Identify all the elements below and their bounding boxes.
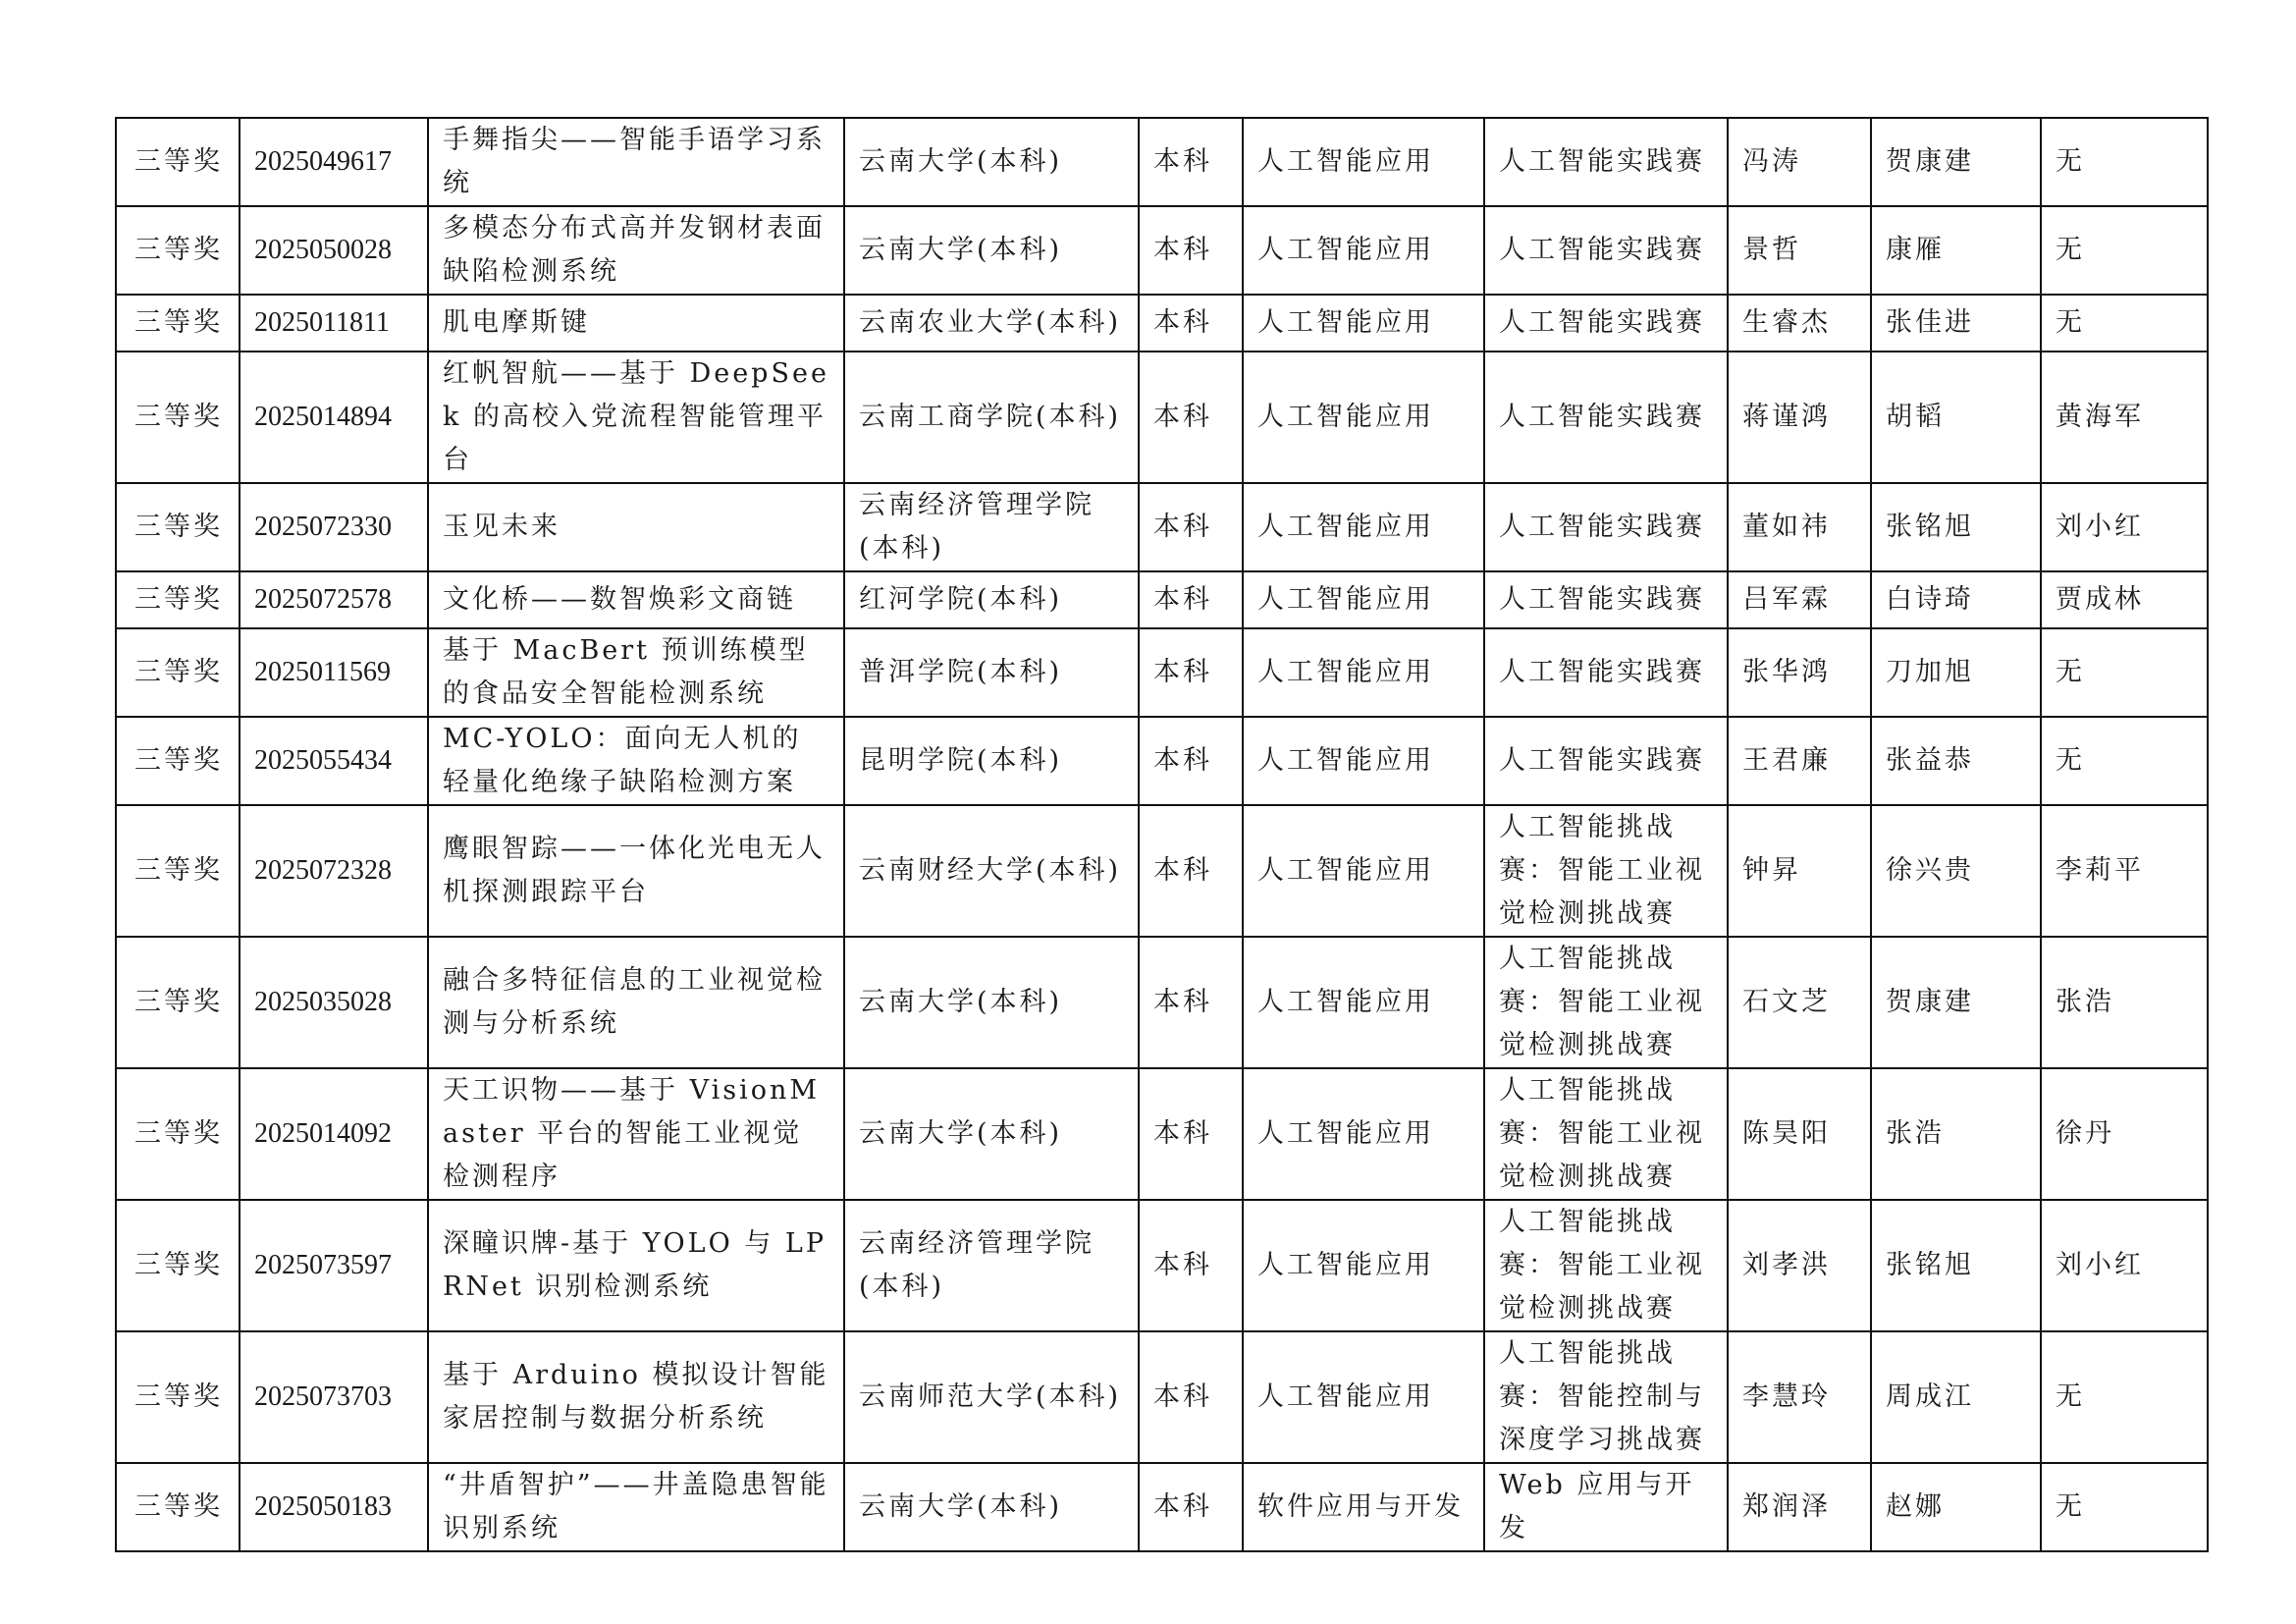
table-row xyxy=(116,295,2208,352)
advisor-cell: 徐兴贵 xyxy=(1871,805,2041,937)
advisor-cell: 赵娜 xyxy=(1871,1463,2041,1551)
author-cell: 张华鸿 xyxy=(1728,628,1871,717)
author-cell: 冯涛 xyxy=(1728,118,1871,206)
category-cell: 人工智能应用 xyxy=(1243,352,1484,483)
project-title-cell: 玉见未来 xyxy=(428,483,844,571)
category-cell: 人工智能应用 xyxy=(1243,1331,1484,1463)
track-cell: 人工智能实践赛 xyxy=(1484,118,1728,206)
category-cell: 人工智能应用 xyxy=(1243,628,1484,717)
track-cell: 人工智能挑战赛：智能控制与深度学习挑战赛 xyxy=(1484,1331,1728,1463)
entry-id-cell: 2025011569 xyxy=(240,628,428,717)
award-cell: 三等奖 xyxy=(116,206,240,295)
author-cell: 蒋谨鸿 xyxy=(1728,352,1871,483)
award-cell: 三等奖 xyxy=(116,717,240,805)
level-cell: 本科 xyxy=(1139,1068,1243,1200)
second-advisor-cell: 无 xyxy=(2041,628,2208,717)
school-cell: 云南财经大学(本科) xyxy=(844,805,1139,937)
project-title-cell: 基于 Arduino 模拟设计智能家居控制与数据分析系统 xyxy=(428,1331,844,1463)
table-row xyxy=(116,805,2208,937)
level-cell: 本科 xyxy=(1139,805,1243,937)
second-advisor-cell: 贾成林 xyxy=(2041,571,2208,628)
track-cell: 人工智能实践赛 xyxy=(1484,483,1728,571)
category-cell: 人工智能应用 xyxy=(1243,717,1484,805)
author-cell: 石文芝 xyxy=(1728,937,1871,1068)
level-cell: 本科 xyxy=(1139,352,1243,483)
school-cell: 云南大学(本科) xyxy=(844,1068,1139,1200)
entry-id-cell: 2025072578 xyxy=(240,571,428,628)
entry-id-cell: 2025050028 xyxy=(240,206,428,295)
table-row xyxy=(116,628,2208,717)
table-row xyxy=(116,1068,2208,1200)
award-cell: 三等奖 xyxy=(116,1200,240,1331)
school-cell: 云南农业大学(本科) xyxy=(844,295,1139,352)
award-cell: 三等奖 xyxy=(116,628,240,717)
level-cell: 本科 xyxy=(1139,571,1243,628)
track-cell: 人工智能实践赛 xyxy=(1484,628,1728,717)
table-row xyxy=(116,483,2208,571)
award-cell: 三等奖 xyxy=(116,1331,240,1463)
track-cell: 人工智能实践赛 xyxy=(1484,717,1728,805)
awards-table xyxy=(115,117,2209,1552)
category-cell: 人工智能应用 xyxy=(1243,571,1484,628)
author-cell: 钟昇 xyxy=(1728,805,1871,937)
track-cell: 人工智能挑战赛：智能工业视觉检测挑战赛 xyxy=(1484,1068,1728,1200)
entry-id-cell: 2025073597 xyxy=(240,1200,428,1331)
level-cell: 本科 xyxy=(1139,937,1243,1068)
table-body xyxy=(116,118,2208,1551)
project-title-cell: MC-YOLO：面向无人机的轻量化绝缘子缺陷检测方案 xyxy=(428,717,844,805)
table-row xyxy=(116,1331,2208,1463)
level-cell: 本科 xyxy=(1139,1463,1243,1551)
advisor-cell: 刀加旭 xyxy=(1871,628,2041,717)
advisor-cell: 周成江 xyxy=(1871,1331,2041,1463)
award-cell: 三等奖 xyxy=(116,937,240,1068)
category-cell: 人工智能应用 xyxy=(1243,118,1484,206)
author-cell: 王君廉 xyxy=(1728,717,1871,805)
level-cell: 本科 xyxy=(1139,118,1243,206)
school-cell: 普洱学院(本科) xyxy=(844,628,1139,717)
category-cell: 软件应用与开发 xyxy=(1243,1463,1484,1551)
project-title-cell: “井盾智护”——井盖隐患智能识别系统 xyxy=(428,1463,844,1551)
second-advisor-cell: 无 xyxy=(2041,295,2208,352)
track-cell: 人工智能实践赛 xyxy=(1484,352,1728,483)
category-cell: 人工智能应用 xyxy=(1243,206,1484,295)
entry-id-cell: 2025011811 xyxy=(240,295,428,352)
entry-id-cell: 2025014894 xyxy=(240,352,428,483)
advisor-cell: 贺康建 xyxy=(1871,937,2041,1068)
second-advisor-cell: 李莉平 xyxy=(2041,805,2208,937)
table-row xyxy=(116,1463,2208,1551)
level-cell: 本科 xyxy=(1139,628,1243,717)
award-cell: 三等奖 xyxy=(116,118,240,206)
level-cell: 本科 xyxy=(1139,1331,1243,1463)
advisor-cell: 张铭旭 xyxy=(1871,1200,2041,1331)
school-cell: 云南大学(本科) xyxy=(844,206,1139,295)
school-cell: 云南大学(本科) xyxy=(844,937,1139,1068)
entry-id-cell: 2025050183 xyxy=(240,1463,428,1551)
table-row xyxy=(116,717,2208,805)
second-advisor-cell: 刘小红 xyxy=(2041,483,2208,571)
award-cell: 三等奖 xyxy=(116,1463,240,1551)
second-advisor-cell: 无 xyxy=(2041,1463,2208,1551)
project-title-cell: 融合多特征信息的工业视觉检测与分析系统 xyxy=(428,937,844,1068)
track-cell: Web 应用与开发 xyxy=(1484,1463,1728,1551)
award-cell: 三等奖 xyxy=(116,805,240,937)
track-cell: 人工智能实践赛 xyxy=(1484,295,1728,352)
category-cell: 人工智能应用 xyxy=(1243,937,1484,1068)
level-cell: 本科 xyxy=(1139,483,1243,571)
second-advisor-cell: 无 xyxy=(2041,206,2208,295)
author-cell: 吕军霖 xyxy=(1728,571,1871,628)
table-row xyxy=(116,937,2208,1068)
project-title-cell: 基于 MacBert 预训练模型的食品安全智能检测系统 xyxy=(428,628,844,717)
author-cell: 李慧玲 xyxy=(1728,1331,1871,1463)
entry-id-cell: 2025014092 xyxy=(240,1068,428,1200)
project-title-cell: 多模态分布式高并发钢材表面缺陷检测系统 xyxy=(428,206,844,295)
advisor-cell: 贺康建 xyxy=(1871,118,2041,206)
track-cell: 人工智能挑战赛：智能工业视觉检测挑战赛 xyxy=(1484,937,1728,1068)
level-cell: 本科 xyxy=(1139,717,1243,805)
project-title-cell: 天工识物——基于 VisionMaster 平台的智能工业视觉检测程序 xyxy=(428,1068,844,1200)
level-cell: 本科 xyxy=(1139,295,1243,352)
category-cell: 人工智能应用 xyxy=(1243,295,1484,352)
school-cell: 云南师范大学(本科) xyxy=(844,1331,1139,1463)
second-advisor-cell: 无 xyxy=(2041,1331,2208,1463)
school-cell: 红河学院(本科) xyxy=(844,571,1139,628)
author-cell: 景哲 xyxy=(1728,206,1871,295)
school-cell: 云南大学(本科) xyxy=(844,118,1139,206)
project-title-cell: 深瞳识牌-基于 YOLO 与 LPRNet 识别检测系统 xyxy=(428,1200,844,1331)
level-cell: 本科 xyxy=(1139,206,1243,295)
project-title-cell: 肌电摩斯键 xyxy=(428,295,844,352)
category-cell: 人工智能应用 xyxy=(1243,1200,1484,1331)
author-cell: 郑润泽 xyxy=(1728,1463,1871,1551)
advisor-cell: 张益恭 xyxy=(1871,717,2041,805)
track-cell: 人工智能挑战赛：智能工业视觉检测挑战赛 xyxy=(1484,1200,1728,1331)
second-advisor-cell: 无 xyxy=(2041,717,2208,805)
entry-id-cell: 2025049617 xyxy=(240,118,428,206)
track-cell: 人工智能挑战赛：智能工业视觉检测挑战赛 xyxy=(1484,805,1728,937)
second-advisor-cell: 张浩 xyxy=(2041,937,2208,1068)
level-cell: 本科 xyxy=(1139,1200,1243,1331)
entry-id-cell: 2025055434 xyxy=(240,717,428,805)
second-advisor-cell: 黄海军 xyxy=(2041,352,2208,483)
school-cell: 云南大学(本科) xyxy=(844,1463,1139,1551)
entry-id-cell: 2025035028 xyxy=(240,937,428,1068)
table-row xyxy=(116,571,2208,628)
second-advisor-cell: 徐丹 xyxy=(2041,1068,2208,1200)
author-cell: 刘孝洪 xyxy=(1728,1200,1871,1331)
table-row xyxy=(116,206,2208,295)
advisor-cell: 张浩 xyxy=(1871,1068,2041,1200)
school-cell: 云南经济管理学院(本科) xyxy=(844,483,1139,571)
advisor-cell: 白诗琦 xyxy=(1871,571,2041,628)
project-title-cell: 鹰眼智踪——一体化光电无人机探测跟踪平台 xyxy=(428,805,844,937)
author-cell: 董如祎 xyxy=(1728,483,1871,571)
second-advisor-cell: 刘小红 xyxy=(2041,1200,2208,1331)
author-cell: 陈昊阳 xyxy=(1728,1068,1871,1200)
advisor-cell: 康雁 xyxy=(1871,206,2041,295)
track-cell: 人工智能实践赛 xyxy=(1484,206,1728,295)
advisor-cell: 张铭旭 xyxy=(1871,483,2041,571)
school-cell: 云南工商学院(本科) xyxy=(844,352,1139,483)
project-title-cell: 红帆智航——基于 DeepSeek 的高校入党流程智能管理平台 xyxy=(428,352,844,483)
category-cell: 人工智能应用 xyxy=(1243,805,1484,937)
entry-id-cell: 2025072328 xyxy=(240,805,428,937)
table-row xyxy=(116,1200,2208,1331)
author-cell: 生睿杰 xyxy=(1728,295,1871,352)
track-cell: 人工智能实践赛 xyxy=(1484,571,1728,628)
entry-id-cell: 2025073703 xyxy=(240,1331,428,1463)
award-cell: 三等奖 xyxy=(116,352,240,483)
table-row xyxy=(116,118,2208,206)
advisor-cell: 胡韬 xyxy=(1871,352,2041,483)
table-row xyxy=(116,352,2208,483)
award-cell: 三等奖 xyxy=(116,295,240,352)
category-cell: 人工智能应用 xyxy=(1243,483,1484,571)
project-title-cell: 手舞指尖——智能手语学习系统 xyxy=(428,118,844,206)
project-title-cell: 文化桥——数智焕彩文商链 xyxy=(428,571,844,628)
school-cell: 云南经济管理学院(本科) xyxy=(844,1200,1139,1331)
award-cell: 三等奖 xyxy=(116,571,240,628)
category-cell: 人工智能应用 xyxy=(1243,1068,1484,1200)
award-cell: 三等奖 xyxy=(116,1068,240,1200)
advisor-cell: 张佳进 xyxy=(1871,295,2041,352)
award-cell: 三等奖 xyxy=(116,483,240,571)
second-advisor-cell: 无 xyxy=(2041,118,2208,206)
entry-id-cell: 2025072330 xyxy=(240,483,428,571)
school-cell: 昆明学院(本科) xyxy=(844,717,1139,805)
